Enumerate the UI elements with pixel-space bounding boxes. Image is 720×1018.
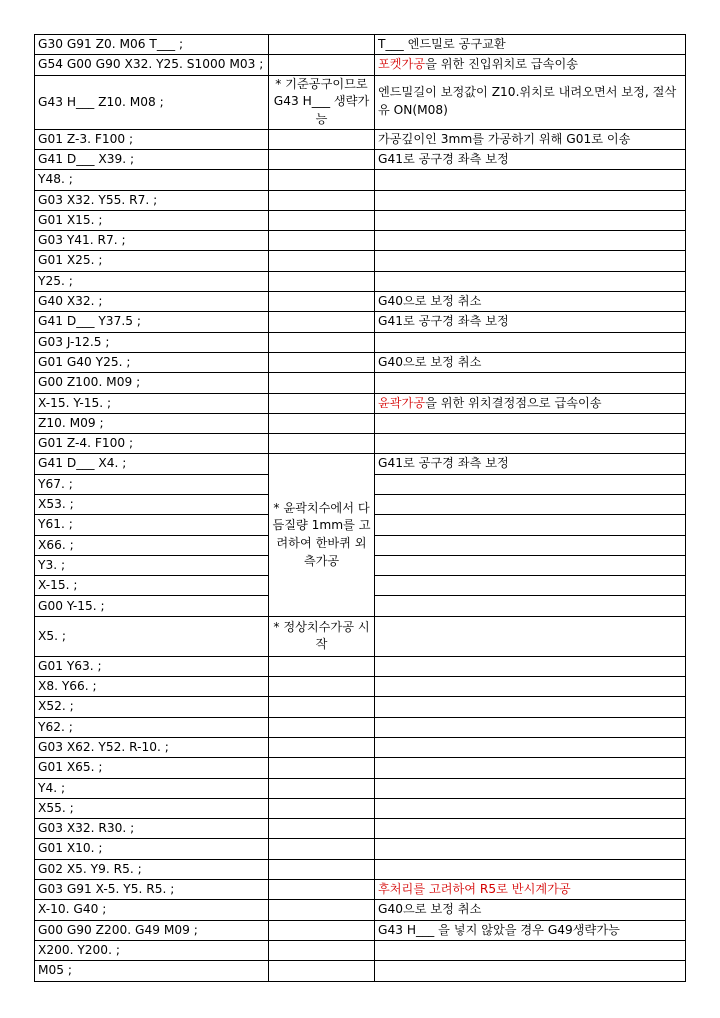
comment-cell [375,940,686,960]
table-row [35,149,686,169]
comment-cell [375,373,686,393]
table-row [35,859,686,879]
note-cell [269,413,375,433]
comment-cell [375,778,686,798]
table-row [35,251,686,271]
table-row [35,900,686,920]
note-cell: * 정상치수가공 시작 [269,616,375,656]
comment-cell [375,251,686,271]
comment-text: G41로 공구경 좌측 보정 [378,151,509,166]
nc-code-cell: G03 J-12.5 ; [35,332,269,352]
nc-code-cell: G03 X32. Y55. R7. ; [35,190,269,210]
nc-code-cell: X8. Y66. ; [35,677,269,697]
comment-cell [375,535,686,555]
note-cell [269,900,375,920]
comment-cell [375,737,686,757]
nc-code-cell: X-15. ; [35,576,269,596]
nc-code-cell: Y25. ; [35,271,269,291]
comment-text: 을 위한 진입위치로 급속이송 [425,57,578,72]
comment-cell [375,129,686,149]
comment-text: 엔드밀길이 보정값이 Z10.위치로 내려오면서 보정, 절삭유 ON(M08) [378,85,677,118]
table-row [35,190,686,210]
nc-code-cell: Y3. ; [35,555,269,575]
comment-text: T___ 엔드밀로 공구교환 [378,37,506,52]
nc-code-cell: G03 X32. R30. ; [35,819,269,839]
note-cell [269,697,375,717]
nc-code-cell: G00 Y-15. ; [35,596,269,616]
merged-note-cell: * 윤곽치수에서 다듬질량 1mm를 고려하여 한바퀴 외측가공 [269,454,375,616]
table-row [35,920,686,940]
nc-code-cell: G43 H___ Z10. M08 ; [35,75,269,129]
nc-code-cell: G54 G00 G90 X32. Y25. S1000 M03 ; [35,55,269,75]
table-row [35,55,686,75]
note-cell [269,393,375,413]
note-cell [269,940,375,960]
note-cell [269,312,375,332]
nc-code-cell: Y67. ; [35,474,269,494]
comment-cell [375,656,686,676]
table-row [35,778,686,798]
comment-text: 가공깊이인 3mm를 가공하기 위해 G01로 이송 [378,131,631,146]
comment-text: G40으로 보정 취소 [378,294,482,309]
nc-code-cell: G03 Y41. R7. ; [35,231,269,251]
note-cell [269,434,375,454]
comment-cell [375,515,686,535]
nc-program-table [34,34,686,982]
comment-cell [375,717,686,737]
comment-cell [375,292,686,312]
table-row [35,839,686,859]
nc-code-cell: G03 X62. Y52. R-10. ; [35,737,269,757]
table-row [35,210,686,230]
table-row [35,454,686,474]
nc-code-cell: G01 X25. ; [35,251,269,271]
note-cell [269,839,375,859]
comment-cell [375,312,686,332]
table-row [35,940,686,960]
nc-code-cell: G41 D___ X4. ; [35,454,269,474]
note-cell [269,778,375,798]
note-cell [269,717,375,737]
comment-cell [375,352,686,372]
table-row [35,35,686,55]
note-cell [269,251,375,271]
nc-code-cell: G00 G90 Z200. G49 M09 ; [35,920,269,940]
table-row [35,434,686,454]
table-row [35,129,686,149]
note-cell [269,758,375,778]
table-row [35,961,686,981]
nc-program-body [35,35,686,982]
note-cell [269,373,375,393]
comment-cell [375,798,686,818]
comment-cell [375,961,686,981]
table-row [35,352,686,372]
comment-text: G41로 공구경 좌측 보정 [378,456,509,471]
comment-cell [375,758,686,778]
comment-cell [375,75,686,129]
comment-cell [375,35,686,55]
comment-text: G43 H___ 을 넣지 않았을 경우 G49생략가능 [378,922,620,937]
note-cell [269,656,375,676]
nc-code-cell: G01 X15. ; [35,210,269,230]
nc-code-cell: G30 G91 Z0. M06 T___ ; [35,35,269,55]
comment-text: 을 위한 위치결정점으로 급속이송 [425,395,602,410]
comment-text: G40으로 보정 취소 [378,902,482,917]
comment-cell [375,393,686,413]
note-cell [269,819,375,839]
comment-cell [375,149,686,169]
comment-text: G41로 공구경 좌측 보정 [378,314,509,329]
table-row [35,758,686,778]
nc-code-cell: X66. ; [35,535,269,555]
comment-cell [375,677,686,697]
comment-cell [375,576,686,596]
nc-code-cell: G01 Z-4. F100 ; [35,434,269,454]
table-row [35,697,686,717]
nc-code-cell: X200. Y200. ; [35,940,269,960]
highlight-text: 후처리를 고려하여 R5로 반시계가공 [378,882,571,897]
comment-cell [375,555,686,575]
nc-code-cell: Z10. M09 ; [35,413,269,433]
table-row [35,798,686,818]
table-row [35,170,686,190]
nc-code-cell: X-15. Y-15. ; [35,393,269,413]
comment-cell [375,900,686,920]
note-cell [269,129,375,149]
nc-code-cell: X5. ; [35,616,269,656]
nc-code-cell: G41 D___ X39. ; [35,149,269,169]
nc-code-cell: Y48. ; [35,170,269,190]
comment-cell [375,434,686,454]
comment-text: G40으로 보정 취소 [378,354,482,369]
table-row [35,373,686,393]
nc-code-cell: G02 X5. Y9. R5. ; [35,859,269,879]
note-cell [269,352,375,372]
comment-cell [375,231,686,251]
table-row [35,819,686,839]
comment-cell [375,332,686,352]
nc-code-cell: G01 G40 Y25. ; [35,352,269,372]
note-cell [269,292,375,312]
nc-code-cell: G01 Z-3. F100 ; [35,129,269,149]
note-cell [269,231,375,251]
note-cell [269,920,375,940]
nc-code-cell: X-10. G40 ; [35,900,269,920]
table-row [35,880,686,900]
note-cell [269,55,375,75]
comment-cell [375,474,686,494]
comment-cell [375,859,686,879]
table-row [35,332,686,352]
comment-cell [375,190,686,210]
nc-code-cell: X55. ; [35,798,269,818]
note-cell [269,35,375,55]
comment-cell [375,495,686,515]
highlight-text: 윤곽가공 [378,395,426,410]
comment-cell [375,920,686,940]
note-cell [269,210,375,230]
table-row [35,271,686,291]
nc-code-cell: X53. ; [35,495,269,515]
table-row [35,656,686,676]
comment-cell [375,454,686,474]
table-row [35,616,686,656]
note-cell [269,737,375,757]
comment-cell [375,413,686,433]
nc-code-cell: G03 G91 X-5. Y5. R5. ; [35,880,269,900]
note-cell [269,880,375,900]
table-row [35,737,686,757]
comment-cell [375,839,686,859]
table-row [35,677,686,697]
nc-code-cell: Y62. ; [35,717,269,737]
table-row [35,312,686,332]
comment-cell [375,170,686,190]
nc-code-cell: G01 X65. ; [35,758,269,778]
note-cell [269,677,375,697]
table-row [35,393,686,413]
note-cell [269,332,375,352]
comment-cell [375,880,686,900]
nc-code-cell: G40 X32. ; [35,292,269,312]
note-cell [269,170,375,190]
nc-code-cell: G01 Y63. ; [35,656,269,676]
table-row [35,717,686,737]
table-row [35,292,686,312]
nc-code-cell: Y4. ; [35,778,269,798]
nc-code-cell: Y61. ; [35,515,269,535]
highlight-text: 포켓가공 [378,57,426,72]
note-cell: * 기준공구이므로 G43 H___ 생략가능 [269,75,375,129]
nc-code-cell: G01 X10. ; [35,839,269,859]
note-cell [269,859,375,879]
comment-cell [375,819,686,839]
note-cell [269,798,375,818]
nc-code-cell: G41 D___ Y37.5 ; [35,312,269,332]
note-cell [269,190,375,210]
note-cell [269,271,375,291]
comment-cell [375,271,686,291]
nc-code-cell: G00 Z100. M09 ; [35,373,269,393]
table-row [35,75,686,129]
comment-cell [375,55,686,75]
comment-cell [375,210,686,230]
note-cell [269,961,375,981]
comment-cell [375,616,686,656]
note-cell [269,149,375,169]
comment-cell [375,596,686,616]
nc-code-cell: M05 ; [35,961,269,981]
comment-cell [375,697,686,717]
nc-code-cell: X52. ; [35,697,269,717]
table-row [35,231,686,251]
table-row [35,413,686,433]
